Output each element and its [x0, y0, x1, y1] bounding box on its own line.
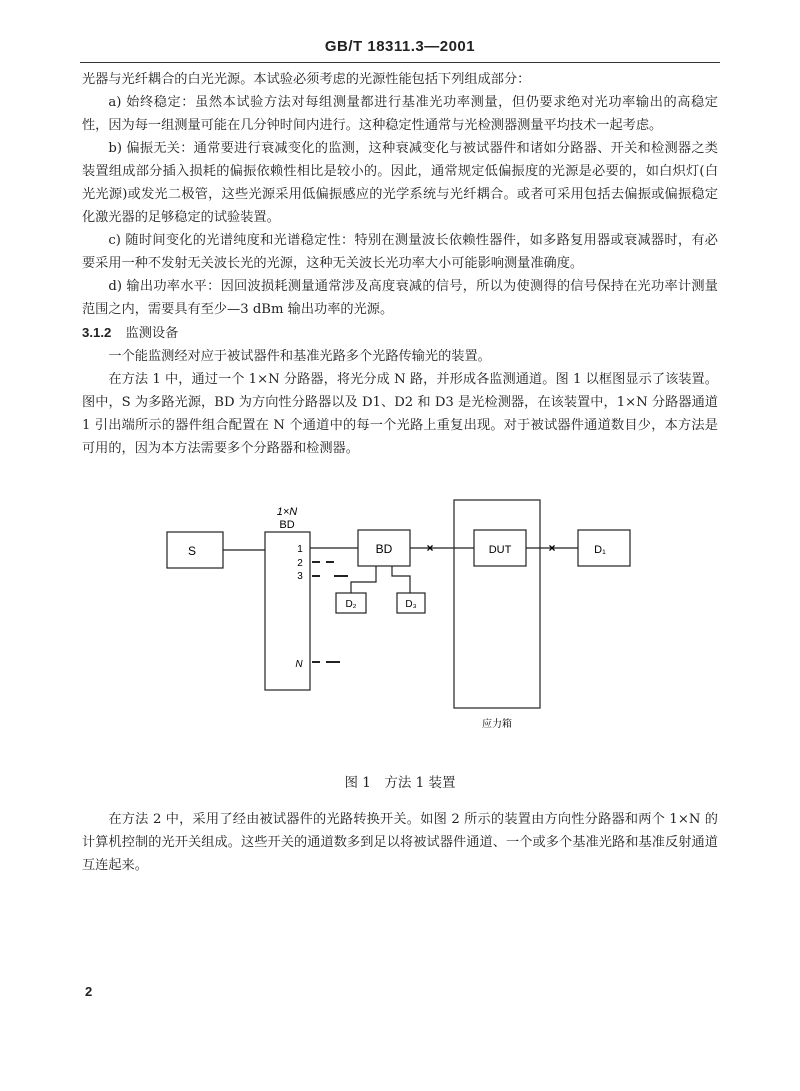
header-rule — [80, 62, 720, 63]
bd-label: BD — [375, 542, 393, 556]
splitter-box — [265, 532, 310, 690]
dut-label: DUT — [488, 544, 512, 556]
splitter-label-bd: BD — [279, 519, 295, 531]
page-header: GB/T 18311.3—2001 — [324, 38, 476, 55]
paragraph-f: 在方法 1 中，通过一个 1×N 分路器，将光分成 N 路，并形成各监测通道。图 1 以框图显示了该装置。图中，S 为多路光源，BD 为方向性分路器以及 D1、D2 和 D3 是光检测器，在该装置中，1×N 分路器通道 1 引出端所示的器件组合配置在 N 个通道中的每一个光路上重复出现。对于被试器件通道数目少，本方法是可用的，因为本方法需要多个分路器和检测器。 — [82, 372, 718, 456]
detector-d1-label: D₁ — [594, 544, 606, 556]
detector-d3-label: D₃ — [405, 599, 417, 610]
port-2-label: 2 — [297, 558, 303, 569]
section-title: 监测设备 — [125, 326, 179, 341]
paragraph-c: c) 随时间变化的光谱纯度和光谱稳定性：特别在测量波长依赖性器件，如多路复用器或衰减器时，有必要采用一种不发射无关波长光的光源，这种无关波长光功率大小可能影响测量准确度。 — [82, 233, 718, 271]
text-block-bottom — [82, 808, 718, 877]
text-block-top — [82, 68, 718, 460]
connector-mark-2: × — [548, 541, 556, 555]
paragraph-intro: 光器与光纤耦合的白光光源。本试验必须考虑的光源性能包括下列组成部分： — [82, 72, 531, 87]
paragraph-b: b) 偏振无关：通常要进行衰减变化的监测，这种衰减变化与被试器件和诸如分路器、开关和检测器之类装置组成部分插入损耗的偏振依赖性相比是较小的。因此，通常规定低偏振度的光源是必要的，如白炽灯(白光光源)或发光二极管，这些光源采用低偏振感应的光学系统与光纤耦合。或者可采用包括去偏振或偏振稳定化激光器的足够稳定的试验装置。 — [82, 141, 718, 225]
figure-1-diagram — [0, 490, 800, 750]
section-heading — [82, 321, 718, 345]
source-label: S — [187, 544, 197, 558]
paragraph-g: 在方法 2 中，采用了经由被试器件的光路转换开关。如图 2 所示的装置由方向性分路器和两个 1×N 的计算机控制的光开关组成。这些开关的通道数多到足以将被试器件通道、一个或多个基准光路和基准反射通道互连起来。 — [82, 812, 718, 873]
port-n-label: N — [295, 659, 303, 670]
figure-caption: 图 1 方法 1 装置 — [344, 775, 456, 791]
port-1-label: 1 — [297, 544, 303, 555]
splitter-label-1xn: 1×N — [276, 506, 298, 518]
paragraph-e: 一个能监测经对应于被试器件和基准光路多个光路传输光的装置。 — [108, 349, 491, 364]
bd-to-d2-fiber — [351, 566, 376, 593]
bd-to-d3-fiber — [392, 566, 410, 593]
stress-chamber-box — [454, 500, 540, 708]
paragraph-a: a) 始终稳定：虽然本试验方法对每组测量都进行基准光功率测量，但仍要求绝对光功率输出的高稳定性，因为每一组测量可能在几分钟时间内进行。这种稳定性通常与光检测器测量平均技术一起考虑。 — [82, 95, 718, 133]
detector-d2-label: D₂ — [345, 599, 357, 610]
page-number: 2 — [85, 984, 93, 999]
stress-chamber-label: 应力箱 — [482, 719, 512, 730]
port-3-label: 3 — [297, 571, 303, 582]
section-number: 3.1.2 — [82, 325, 112, 340]
connector-mark-1: × — [426, 541, 434, 555]
paragraph-d: d) 输出功率水平：因回波损耗测量通常涉及高度衰减的信号，所以为使测得的信号保持在光功率计测量范围之内，需要具有至少—3 dBm 输出功率的光源。 — [82, 279, 718, 317]
